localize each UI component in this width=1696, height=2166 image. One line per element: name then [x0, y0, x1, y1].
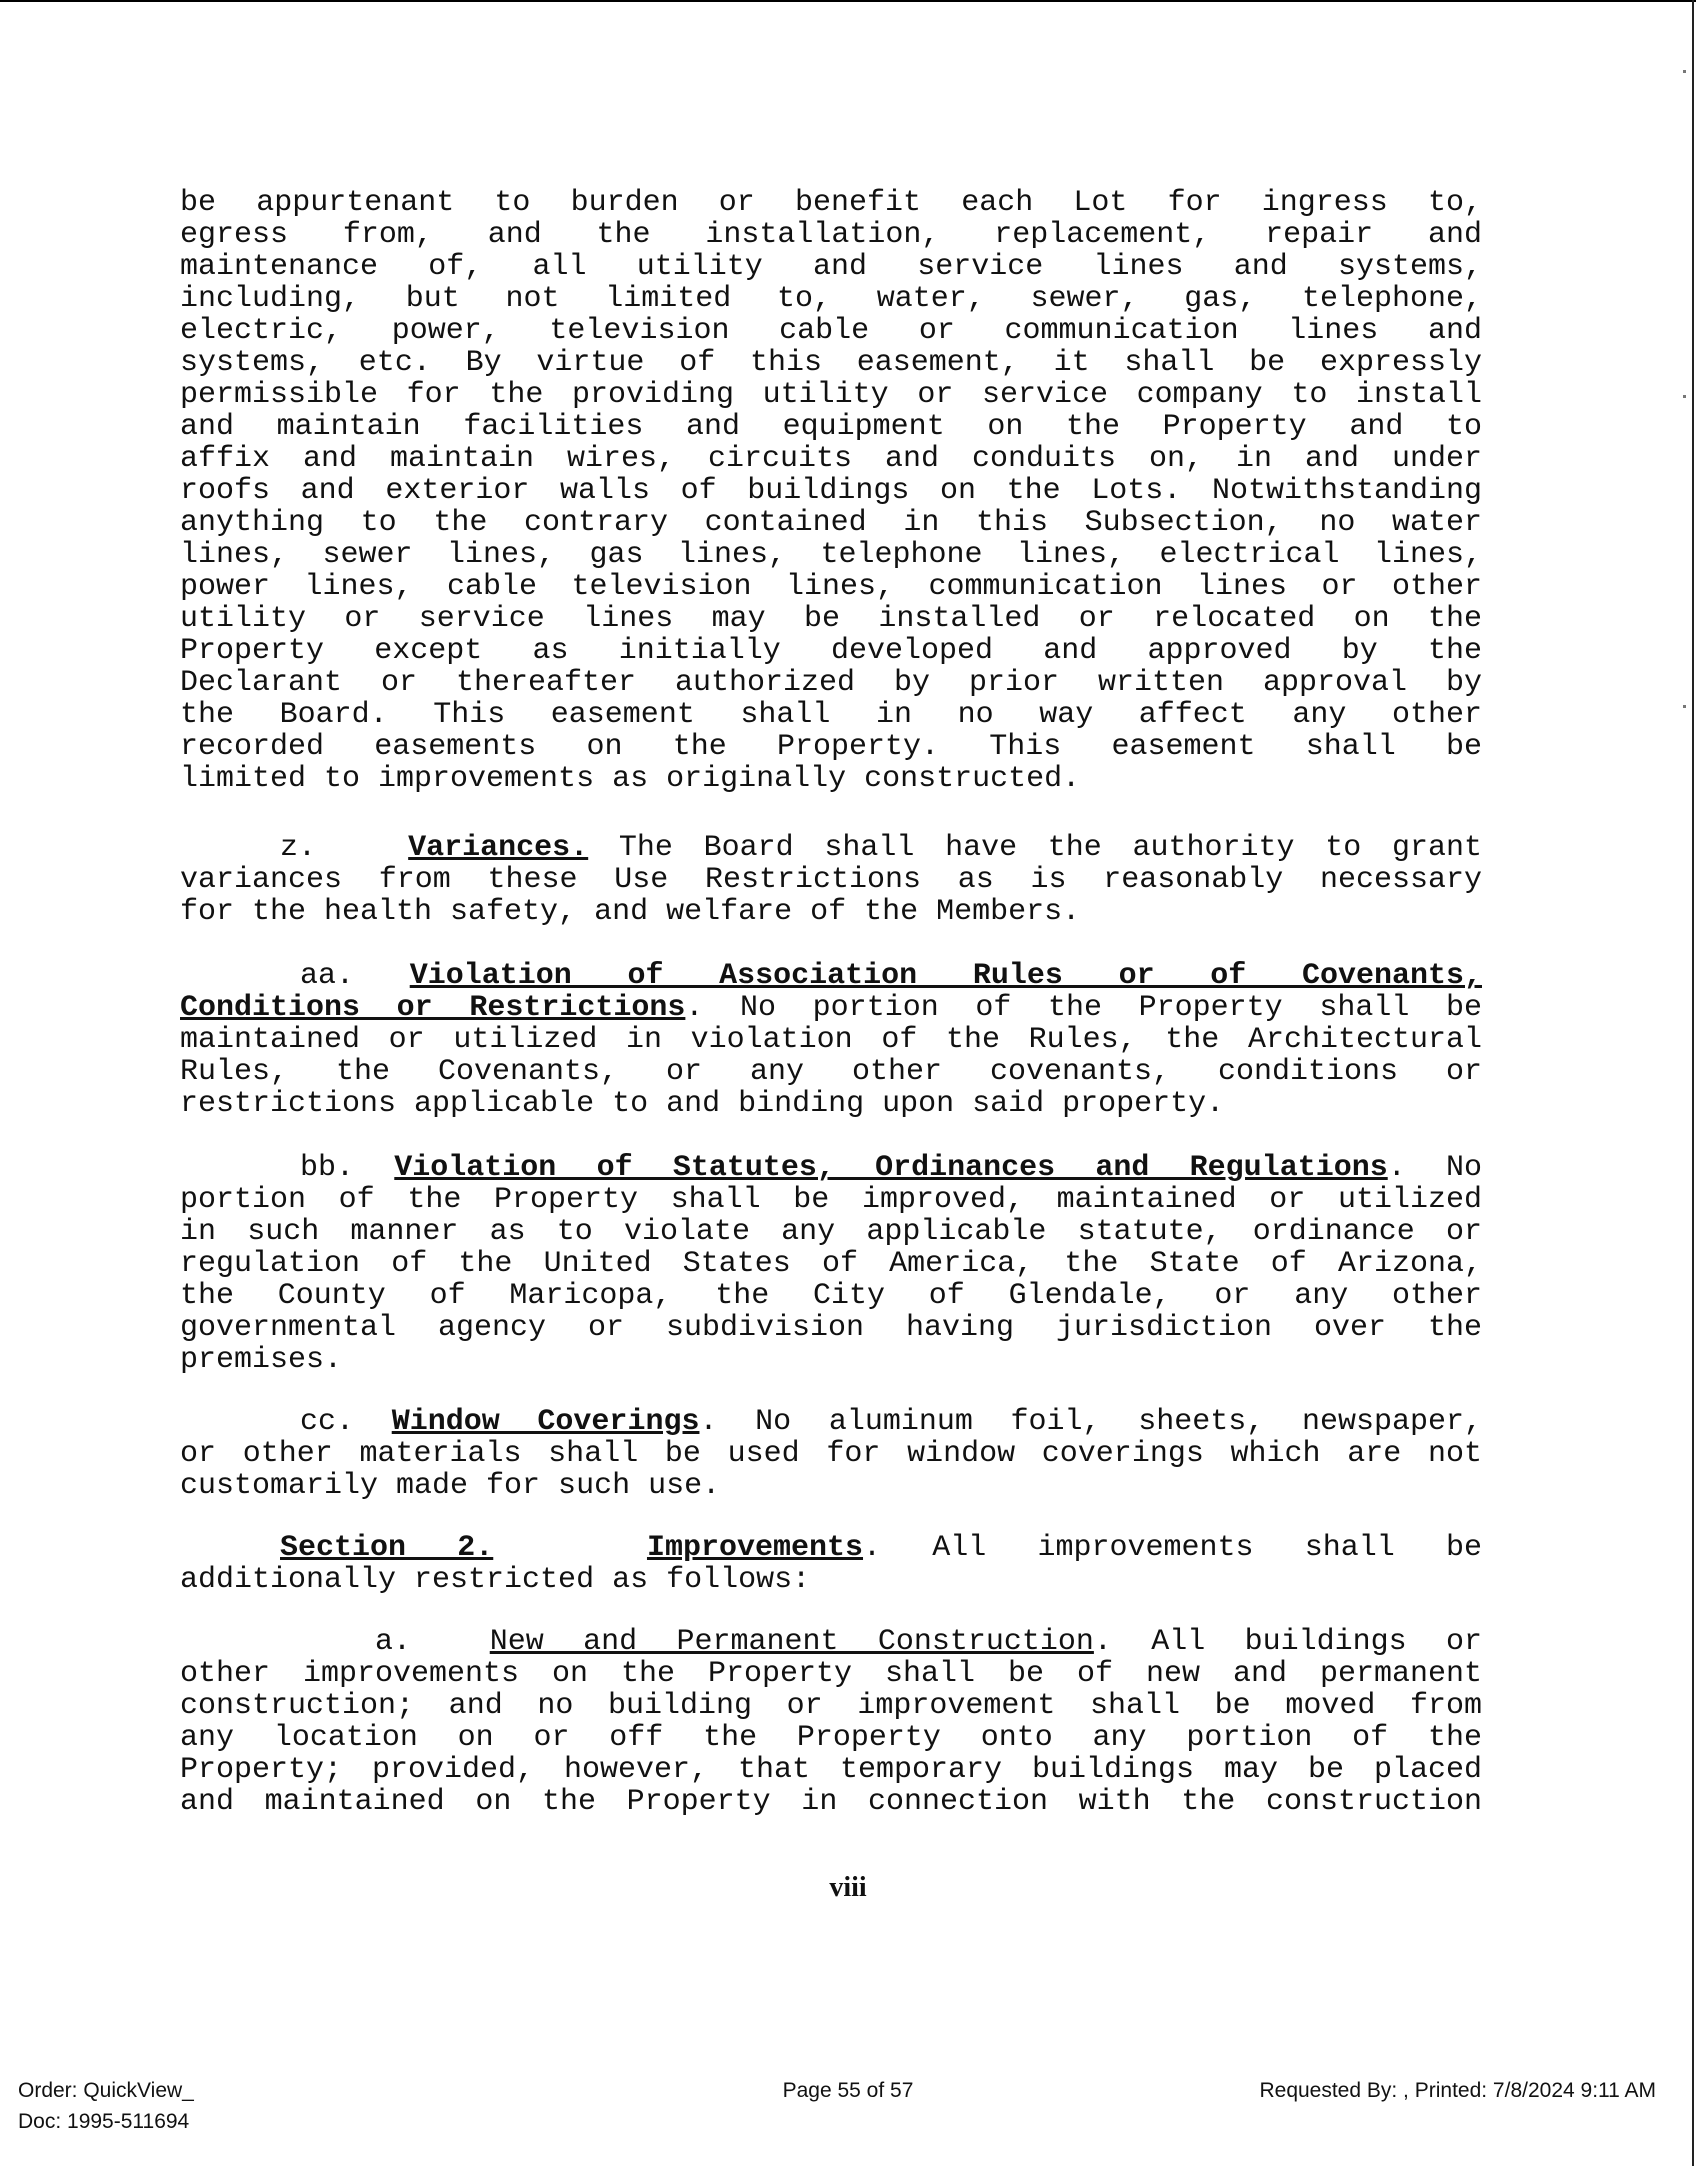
text-line: variances from these Use Restrictions as is reasonably necessary — [180, 863, 1482, 897]
text-line: roofs and exterior walls of buildings on the Lots. Notwithstanding — [180, 474, 1482, 508]
text-line: or other materials shall be used for window coverings which are not — [180, 1437, 1482, 1471]
intro-paragraph — [180, 187, 1482, 795]
scan-mark — [1683, 70, 1686, 73]
text-line: other improvements on the Property shall be of new and permanent — [180, 1657, 1482, 1691]
scan-mark — [1683, 705, 1686, 708]
right-border — [1692, 0, 1694, 2166]
text-line: maintained or utilized in violation of the Rules, the Architectural — [180, 1023, 1482, 1057]
text-line: Rules, the Covenants, or any other covenants, conditions or — [180, 1055, 1482, 1089]
item-number: cc. — [300, 1405, 355, 1439]
text-line: Property; provided, however, that temporary buildings may be placed — [180, 1753, 1482, 1787]
text-line: regulation of the United States of America, the State of Arizona, — [180, 1247, 1482, 1281]
section-heading: Violation of Association Rules or of Covenants, — [409, 959, 1482, 993]
text-line: lines, sewer lines, gas lines, telephone lines, electrical lines, — [180, 538, 1482, 572]
text-line: customarily made for such use. — [180, 1469, 721, 1503]
text-line: limited to improvements as originally constructed. — [180, 762, 1081, 796]
text-line: including, but not limited to, water, sewer, gas, telephone, — [180, 282, 1482, 316]
text-line: affix and maintain wires, circuits and conduits on, in and under — [180, 442, 1482, 476]
text-line: and maintained on the Property in connection with the construction — [180, 1785, 1482, 1819]
section-heading-cont: Conditions or Restrictions — [180, 991, 686, 1025]
footer-doc: Doc: 1995-511694 — [18, 2110, 190, 2133]
text-line: in such manner as to violate any applicable statute, ordinance or — [180, 1215, 1482, 1249]
text-line: egress from, and the installation, replacement, repair and — [180, 218, 1482, 252]
text-line: any location on or off the Property onto any portion of the — [180, 1721, 1482, 1755]
footer-page: Page 55 of 57 — [782, 2079, 914, 2102]
paragraph-first-line — [180, 832, 1482, 864]
paragraph-cc — [180, 1406, 1482, 1502]
item-number: bb. — [300, 1151, 355, 1185]
text-line: governmental agency or subdivision having jurisdiction over the — [180, 1311, 1482, 1345]
text-line: be appurtenant to burden or benefit each Lot for ingress to, — [180, 186, 1482, 220]
paragraph-aa — [180, 960, 1482, 1120]
section-2 — [180, 1532, 1482, 1596]
item-number: a. — [375, 1625, 412, 1659]
text-line: the County of Maricopa, the City of Glendale, or any other — [180, 1279, 1482, 1313]
text-line: construction; and no building or improvement shall be moved from — [180, 1689, 1482, 1723]
section-heading: Improvements — [646, 1531, 864, 1565]
text-line: additionally restricted as follows: — [180, 1563, 811, 1597]
text-line: Property except as initially developed and approved by the — [180, 634, 1482, 668]
paragraph-first-line — [180, 1406, 1482, 1438]
text-line: systems, etc. By virtue of this easement, it shall be expressly — [180, 346, 1482, 380]
text-run: . No — [1387, 1151, 1482, 1185]
text-line: power lines, cable television lines, communication lines or other — [180, 570, 1482, 604]
text-line: the Board. This easement shall in no way affect any other — [180, 698, 1482, 732]
section-heading: New and Permanent Construction — [489, 1625, 1094, 1659]
section-heading: Violation of Statutes, Ordinances and Regulations — [394, 1151, 1388, 1185]
section-label: Section 2. — [280, 1531, 494, 1565]
text-run: . All improvements shall be — [863, 1531, 1483, 1565]
page-number: viii — [829, 1872, 867, 1903]
section-heading: Variances. — [408, 831, 589, 865]
text-line: for the health safety, and welfare of the Members. — [180, 895, 1081, 929]
text-line: recorded easements on the Property. This easement shall be — [180, 730, 1482, 764]
text-line: permissible for the providing utility or service company to install — [180, 378, 1482, 412]
top-border — [0, 0, 1696, 2]
text-run: . No aluminum foil, sheets, newspaper, — [699, 1405, 1482, 1439]
paragraph-first-line — [180, 1152, 1482, 1184]
text-line: electric, power, television cable or communication lines and — [180, 314, 1482, 348]
footer-order: Order: QuickView_ — [18, 2079, 194, 2102]
footer-requested: Requested By: , Printed: 7/8/2024 9:11 AM — [1259, 2079, 1656, 2102]
text-line: maintenance of, all utility and service lines and systems, — [180, 250, 1482, 284]
text-run: . No portion of the Property shall be — [685, 991, 1483, 1025]
item-number: aa. — [300, 959, 355, 993]
text-run: The Board shall have the authority to grant — [618, 831, 1482, 865]
paragraph-2a — [180, 1626, 1482, 1818]
paragraph-second-line — [180, 992, 1482, 1024]
text-line: Declarant or thereafter authorized by prior written approval by — [180, 666, 1482, 700]
paragraph-first-line — [180, 960, 1482, 992]
paragraph-bb — [180, 1152, 1482, 1376]
paragraph-first-line — [180, 1626, 1482, 1658]
item-number: z. — [280, 831, 317, 865]
text-run: . All buildings or — [1093, 1625, 1482, 1659]
section-heading: Window Coverings — [391, 1405, 700, 1439]
paragraph-first-line — [180, 1532, 1482, 1564]
text-line: and maintain facilities and equipment on the Property and to — [180, 410, 1482, 444]
text-line: premises. — [180, 1343, 343, 1377]
text-line: anything to the contrary contained in this Subsection, no water — [180, 506, 1482, 540]
text-line: portion of the Property shall be improved, maintained or utilized — [180, 1183, 1482, 1217]
text-line: utility or service lines may be installed or relocated on the — [180, 602, 1482, 636]
text-line: restrictions applicable to and binding upon said property. — [180, 1087, 1225, 1121]
scan-mark — [1683, 395, 1686, 398]
paragraph-z — [180, 832, 1482, 928]
